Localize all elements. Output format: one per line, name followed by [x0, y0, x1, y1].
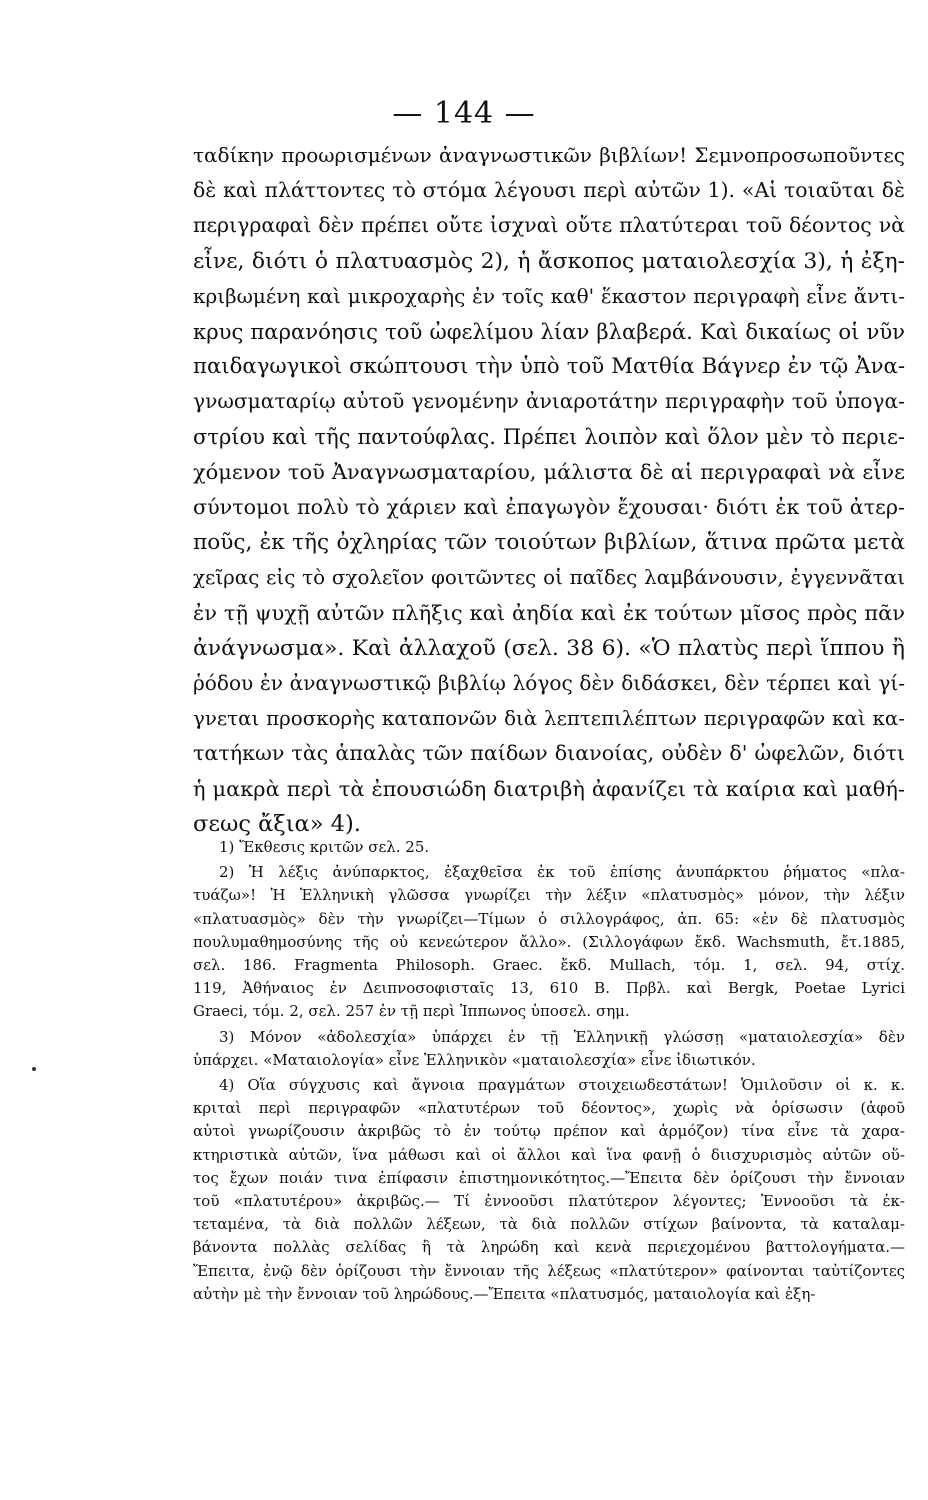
body-line: κρυς παρανόησις τοῦ ὠφελίμου λίαν βλαβερά. Καὶ δικαίως οἱ νῦν: [193, 319, 905, 345]
footnote-line: σελ. 186. Fragmenta Philosoph. Graec. ἔκδ. Mullach, τόμ. 1, σελ. 94, στίχ.: [193, 956, 905, 975]
body-line: ἐν τῇ ψυχῇ αὐτῶν πλῆξις καὶ ἀηδία καὶ ἐκ τούτων μῖσος πρὸς πᾶν: [193, 600, 905, 625]
footnote-line: κριταὶ περὶ περιγραφῶν «πλατυτέρων τοῦ δέοντος», χωρὶς νὰ ὁρίσωσιν (ἀφοῦ: [193, 1099, 905, 1118]
body-line: περιγραφαὶ δὲν πρέπει οὔτε ἰσχναὶ οὔτε πλατύτεραι τοῦ δέοντος νὰ: [193, 213, 905, 238]
body-line: τατήκων τὰς ἁπαλὰς τῶν παίδων διανοίας, οὐδὲν δ' ὠφελῶν, διότι: [193, 741, 905, 766]
body-line: παιδαγωγικοὶ σκώπτουσι τὴν ὑπὸ τοῦ Ματθία Βάγνερ ἐν τῷ Ἀνα-: [193, 354, 905, 380]
footnote-line: κτηριστικὰ αὐτῶν, ἵνα μάθωσι καὶ οἱ ἄλλοι καὶ ἵνα φανῇ ὁ διισχυρισμὸς αὐτῶν οὕ-: [193, 1145, 905, 1164]
footnote-line: αὐτὴν μὲ τὴν ἔννοιαν τοῦ ληρώδους.—Ἔπειτα «πλατυσμός, ματαιολογία καὶ ἐξη-: [193, 1284, 816, 1303]
footnote-line: αὐτοὶ γνωρίζουσιν ἀκριβῶς τὸ ἐν τούτῳ πρέπον καὶ ἁρμόζον) τίνα εἶνε τὰ χαρα-: [193, 1122, 905, 1141]
footnote-line: 4) Οἵα σύγχυσις καὶ ἄγνοια πραγμάτων στοιχειωδεστάτων! Ὁμιλοῦσιν οἱ κ. κ.: [219, 1076, 905, 1095]
footnotes: [193, 836, 905, 1308]
footnote-line: τοῦ «πλατυτέρου» ἀκριβῶς.— Τί ἐννοοῦσι πλατύτερον λέγοντες; Ἐννοοῦσι τὰ ἐκ-: [193, 1192, 905, 1211]
footnote-line: 119, Ἀθήναιος ἐν Δειπνοσοφισταῖς 13, 610 B. Πρβλ. καὶ Bergk, Poetae Lyrici: [193, 979, 905, 998]
body-line: ἡ μακρὰ περὶ τὰ ἐπουσιώδη διατριβὴ ἀφανίζει τὰ καίρια καὶ μαθή-: [193, 776, 905, 801]
body-line: χόμενον τοῦ Ἀναγνωσματαρίου, μάλιστα δὲ αἱ περιγραφαὶ νὰ εἶνε: [193, 459, 905, 484]
footnote-line: ὑπάρχει. «Ματαιολογία» εἶνε Ἑλληνικὸν «ματαιολεσχία» εἶνε ἰδιωτικόν.: [193, 1050, 756, 1069]
footnote-line: 2) Ἡ λέξις ἀνύπαρκτος, ἐξαχθεῖσα ἐκ τοῦ ἐπίσης ἀνυπάρκτου ῥήματος «πλα-: [219, 863, 905, 882]
body-line: σύντομοι πολὺ τὸ χάριεν καὶ ἐπαγωγὸν ἔχουσαι· διότι ἐκ τοῦ ἀτερ-: [193, 495, 905, 520]
page-number: — 144 —: [392, 96, 536, 131]
footnote-4: [193, 1074, 905, 1306]
footnote-line: τεταμένα, τὰ διὰ πολλῶν λέξεων, τὰ διὰ πολλῶν στίχων βαίνοντα, τὰ καταλαμ-: [193, 1215, 905, 1234]
body-line: ἀνάγνωσμα». Καὶ ἀλλαχοῦ (σελ. 38 6). «Ὁ πλατὺς περὶ ἵππου ἢ: [193, 635, 905, 661]
body-line: στρίου καὶ τῆς παντούφλας. Πρέπει λοιπὸν καὶ ὅλον μὲν τὸ περιε-: [193, 424, 905, 449]
body-line: χεῖρας εἰς τὸ σχολεῖον φοιτῶντες οἱ παῖδες λαμβάνουσιν, ἐγγεννᾶται: [193, 566, 905, 590]
footnote-line: βάνοντα πολλὰς σελίδας ἢ τὰ ληρώδη καὶ κενὰ περιεχομένου βαττολογήματα.—: [193, 1238, 905, 1257]
body-line: εἶνε, διότι ὁ πλατυασμὸς 2), ἡ ἄσκοπος ματαιολεσχία 3), ἡ ἐξη-: [193, 248, 905, 274]
footnote-2: [193, 861, 905, 1023]
body-line: ῥόδου ἐν ἀναγνωστικῷ βιβλίῳ λόγος δὲν διδάσκει, δὲν τέρπει καὶ γί-: [193, 671, 905, 696]
footnote-3: [193, 1026, 905, 1072]
footnote-line: 1) Ἔκθεσις κριτῶν σελ. 25.: [219, 838, 430, 856]
body-line: κριβωμένη καὶ μικροχαρὴς ἐν τοῖς καθ' ἕκαστον περιγραφὴ εἶνε ἄντι-: [193, 283, 905, 308]
body-line: ταδίκην προωρισμένων ἀναγνωστικῶν βιβλίων! Σεμνοπροσωποῦντες: [193, 143, 905, 167]
footnote-line: «πλατυασμὸς» δὲν τὴν γνωρίζει—Τίμων ὁ σιλλογράφος, ἀπ. 65: «ἐν δὲ πλατυσμὸς: [193, 909, 905, 928]
footnote-line: Graeci, τόμ. 2, σελ. 257 ἐν τῇ περὶ Ἱππωνος ὑποσελ. σημ.: [193, 1002, 630, 1021]
body-line: γνεται προσκορὴς καταπονῶν διὰ λεπτεπιλέπτων περιγραφῶν καὶ κα-: [193, 707, 905, 731]
footnote-line: 3) Μόνον «ἀδολεσχία» ὑπάρχει ἐν τῇ Ἑλληνικῇ γλώσσῃ «ματαιολεσχία» δὲν: [219, 1027, 905, 1046]
main-text: [193, 138, 905, 842]
print-speck: [32, 1067, 36, 1071]
footnote-1: [193, 836, 905, 859]
footnote-line: Ἔπειτα, ἐνῷ δὲν ὁρίζουσι τὴν ἔννοιαν τῆς λέξεως «πλατύτερον» φαίνονται ταὐτίζοντες: [193, 1261, 905, 1280]
footnote-line: τος ἔχων ποιάν τινα ἐπίφασιν ἐπιστημονικότητος.—Ἔπειτα δὲν ὁρίζουσι τὴν ἔννοιαν: [193, 1168, 905, 1187]
body-line: σεως ἄξια» 4).: [193, 810, 361, 837]
body-line: δὲ καὶ πλάττοντες τὸ στόμα λέγουσι περὶ αὐτῶν 1). «Αἱ τοιαῦται δὲ: [193, 178, 905, 203]
body-line: ποῦς, ἐκ τῆς ὀχληρίας τῶν τοιούτων βιβλίων, ἅτινα πρῶτα μετὰ: [193, 530, 905, 556]
footnote-line: πουλυμαθημοσύνης τῆς οὐ κενεώτερον ἄλλο». (Σιλλογάφων ἔκδ. Wachsmuth, ἔτ.1885,: [193, 932, 905, 951]
body-line: γνωσματαρίῳ αὐτοῦ γενομένην ἀνιαροτάτην περιγραφὴν τοῦ ὑπογα-: [193, 389, 905, 414]
footnote-line: τυάζω»! Ἡ Ἑλληνικὴ γλῶσσα γνωρίζει τὴν λέξιν «πλατυσμὸς» μόνον, τὴν λέξιν: [193, 886, 905, 905]
